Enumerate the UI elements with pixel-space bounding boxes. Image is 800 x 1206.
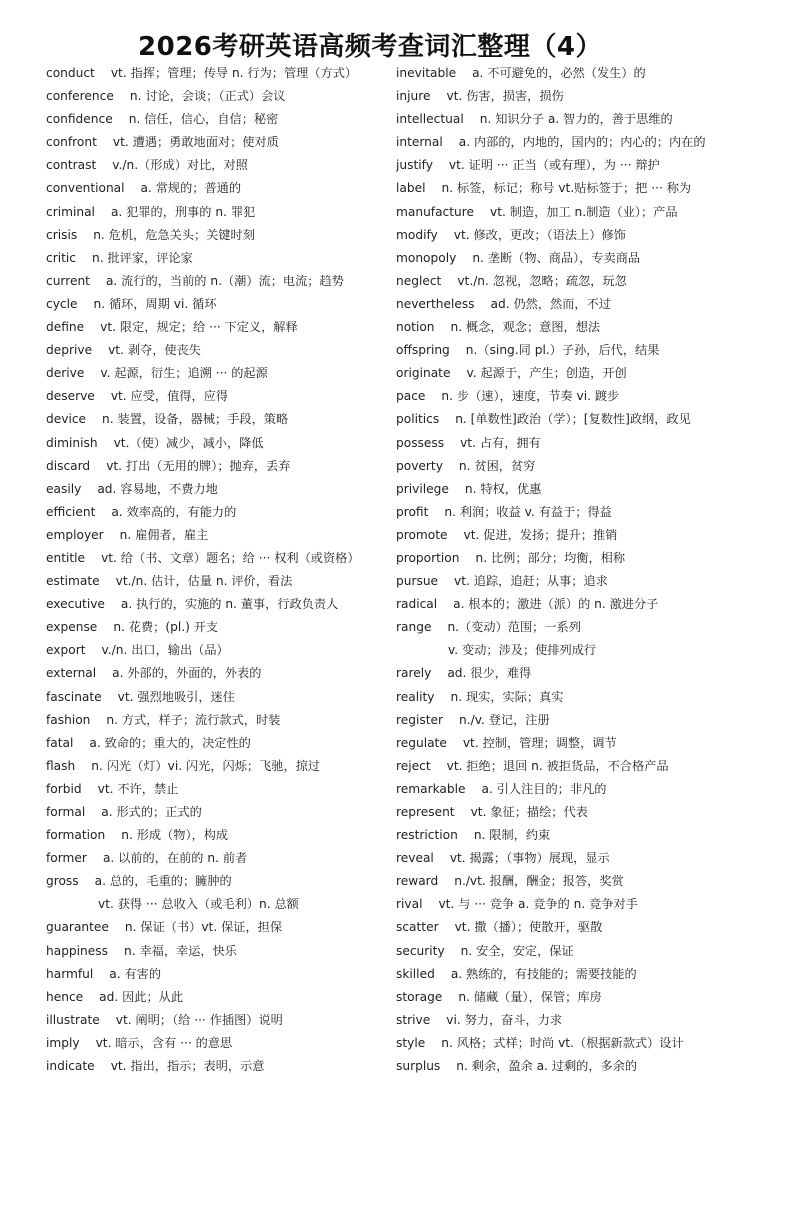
vocab-entry (396, 339, 786, 362)
vocab-definition: vt. 给（书、文章）题名；给 ··· 权利（或资格） (101, 550, 360, 565)
vocab-entry (396, 1055, 786, 1078)
vocab-definition: v./n. 出口，输出（品） (101, 643, 229, 658)
vocab-entry (46, 385, 388, 408)
vocab-entry (46, 62, 388, 85)
vocab-definition: vt. 伤害，损害，损伤 (446, 89, 564, 104)
vocab-entry (396, 847, 786, 870)
vocab-definition: vt. 修改，更改；（语法上）修饰 (453, 227, 626, 242)
vocab-entry (46, 940, 388, 963)
vocab-entry (46, 593, 388, 616)
vocab-word: rarely (396, 666, 432, 681)
vocab-definition: a. 根本的；激进（派）的 n. 激进分子 (453, 597, 659, 612)
vocab-entry (396, 247, 786, 270)
vocab-definition: n. 限制，约束 (473, 828, 551, 843)
vocab-entry (46, 478, 388, 501)
vocab-entry (46, 85, 388, 108)
vocab-word: fatal (46, 735, 74, 750)
vocab-definition: vt. 应受，值得，应得 (110, 389, 229, 404)
vocab-definition: v. 变动；涉及；使排列成行 (448, 643, 597, 658)
vocab-definition: n. 比例；部分；均衡，相称 (475, 550, 626, 565)
vocab-word: nevertheless (396, 296, 475, 311)
vocab-definition: n. 危机，危急关头；关键时刻 (93, 227, 255, 242)
vocab-entry (396, 824, 786, 847)
vocab-word: current (46, 273, 90, 288)
vocab-entry (396, 593, 786, 616)
vocab-definition: a. 以前的，在前的 n. 前者 (102, 851, 248, 866)
vocab-definition: n. 贫困，贫穷 (458, 458, 536, 473)
vocab-definition: v./n.（形成）对比，对照 (112, 158, 248, 173)
vocab-definition: n. 知识分子 a. 智力的，善于思维的 (479, 112, 673, 127)
vocab-word: reveal (396, 851, 434, 866)
vocab-entry (46, 1009, 388, 1032)
vocab-word: guarantee (46, 920, 109, 935)
vocab-definition: vt. 剥夺，使丧失 (108, 343, 201, 358)
vocab-word: regulate (396, 735, 447, 750)
vocab-word: pursue (396, 574, 439, 589)
vocab-word: define (46, 320, 85, 335)
vocab-definition: vt. 揭露；（事物）展现，显示 (449, 851, 610, 866)
vocab-definition: vt. 限定，规定；给 ··· 下定义，解释 (100, 320, 298, 335)
vocab-entry (46, 339, 388, 362)
vocab-word: originate (396, 366, 451, 381)
vocab-definition: a. 有害的 (109, 966, 162, 981)
vocab-entry (396, 940, 786, 963)
vocab-word: indicate (46, 1059, 95, 1074)
vocab-definition: n. 特权，优惠 (464, 481, 542, 496)
vocab-definition: n. 标签，标记；称号 vt.贴标签于；把 ··· 称为 (441, 181, 692, 196)
vocab-word: hence (46, 989, 84, 1004)
vocab-word: employer (46, 527, 104, 542)
vocab-word: style (396, 1035, 426, 1050)
vocab-word: conference (46, 89, 114, 104)
vocab-word: poverty (396, 458, 443, 473)
vocab-word: intellectual (396, 112, 464, 127)
vocab-definition: vt. 阐明；（给 ··· 作插图）说明 (115, 1012, 283, 1027)
vocab-word: offspring (396, 343, 450, 358)
vocab-word: discard (46, 458, 91, 473)
vocab-entry (46, 177, 388, 200)
vocab-definition: n. 利润；收益 v. 有益于；得益 (444, 504, 612, 519)
vocab-entry (396, 916, 786, 939)
page-title: 2026考研英语高频考查词汇整理（4） (138, 32, 602, 62)
vocab-entry (46, 224, 388, 247)
vocab-word: formation (46, 828, 106, 843)
vocab-definition: vt. 拒绝；退回 n. 被拒货品，不合格产品 (446, 758, 669, 773)
vocab-entry (396, 62, 786, 85)
vocab-definition: a. 引人注目的；非凡的 (481, 781, 607, 796)
vocab-word: pace (396, 389, 426, 404)
vocab-word: efficient (46, 504, 96, 519)
vocab-word: contrast (46, 158, 97, 173)
vocab-definition: n. 剩余，盈余 a. 过剩的，多余的 (456, 1059, 638, 1074)
vocab-entry (46, 686, 388, 709)
vocab-word: reward (396, 874, 439, 889)
vocab-entry (396, 662, 786, 685)
vocab-entry (396, 478, 786, 501)
vocab-word: proportion (396, 550, 460, 565)
vocab-entry (46, 824, 388, 847)
vocab-word: entitle (46, 550, 86, 565)
vocab-entry (46, 201, 388, 224)
vocab-entry (396, 801, 786, 824)
vocab-definition: n. 循环，周期 vi. 循环 (93, 296, 217, 311)
vocab-definition: vt. 获得 ··· 总收入（或毛利）n. 总额 (98, 897, 299, 912)
vocab-entry (46, 778, 388, 801)
vocab-definition: n. 方式，样子；流行款式，时装 (106, 712, 281, 727)
vocab-word: inevitable (396, 66, 457, 80)
vocab-definition: vt. 遭遇；勇敢地面对；使对质 (112, 135, 279, 150)
vocab-entry (46, 893, 388, 916)
vocab-definition: vt. 象征；描绘；代表 (470, 805, 588, 819)
vocab-word: export (46, 643, 86, 658)
left-word-column (46, 62, 388, 1078)
vocab-word: politics (396, 412, 440, 427)
vocab-word: harmful (46, 966, 94, 981)
vocab-definition: vt. 制造，加工 n.制造（业）；产品 (490, 204, 678, 219)
vocab-entry (46, 455, 388, 478)
vocab-definition: n. 保证（书）vt. 保证，担保 (124, 920, 283, 935)
vocab-word: deprive (46, 343, 93, 358)
vocab-definition: vt. 指出，指示；表明，示意 (110, 1059, 265, 1074)
vocab-entry (396, 108, 786, 131)
vocab-entry (396, 893, 786, 916)
vocab-entry (46, 570, 388, 593)
vocab-entry (396, 85, 786, 108)
vocab-word: rival (396, 897, 423, 912)
vocab-word: external (46, 666, 97, 681)
vocab-definition: n. 信任，信心，自信；秘密 (128, 112, 279, 127)
vocab-word: register (396, 712, 444, 727)
vocab-entry (396, 270, 786, 293)
vocab-entry (46, 732, 388, 755)
vocab-entry (396, 408, 786, 431)
vocab-entry (46, 131, 388, 154)
vocab-word: restriction (396, 828, 458, 843)
vocab-definition: vt. 证明 ··· 正当（或有理），为 ··· 辩护 (448, 158, 660, 173)
vocab-word: gross (46, 874, 79, 889)
vocab-definition: vt. 控制，管理；调整，调节 (462, 735, 617, 750)
vocab-word: formal (46, 805, 86, 819)
vocab-entry (396, 455, 786, 478)
vocab-word: cycle (46, 296, 78, 311)
vocab-definition: n. 幸福，幸运，快乐 (123, 943, 237, 958)
vocab-entry (396, 986, 786, 1009)
vocab-entry (46, 616, 388, 639)
vocab-definition: a. 熟练的，有技能的；需要技能的 (450, 966, 637, 981)
vocab-word: flash (46, 758, 76, 773)
vocab-word: conventional (46, 181, 125, 196)
vocab-word: imply (46, 1035, 80, 1050)
vocab-word: internal (396, 135, 443, 150)
vocab-entry (46, 316, 388, 339)
vocab-word: critic (46, 250, 76, 265)
vocab-definition: n. 雇佣者，雇主 (119, 527, 209, 542)
vocab-definition: ad. 很少，难得 (447, 666, 532, 681)
vocab-definition: n. 概念，观念；意图，想法 (450, 320, 601, 335)
vocab-definition: vt./n. 估计，估量 n. 评价，看法 (115, 574, 293, 589)
vocab-word: profit (396, 504, 429, 519)
vocab-definition: ad. 仍然，然而，不过 (490, 296, 611, 311)
vocab-definition: n. 步（速），速度，节奏 vi. 踱步 (441, 389, 620, 404)
vocab-word: forbid (46, 781, 82, 796)
vocab-entry (46, 662, 388, 685)
vocab-entry (46, 986, 388, 1009)
vocab-definition: v. 起源于，产生；创造，开创 (466, 366, 627, 381)
vocab-entry (46, 293, 388, 316)
vocab-entry (396, 732, 786, 755)
vocab-entry (46, 847, 388, 870)
vocab-definition: a. 形式的；正式的 (101, 805, 202, 819)
vocab-entry (46, 154, 388, 177)
vocab-definition: n. 讨论，会谈；（正式）会议 (129, 89, 286, 104)
vocab-entry (46, 547, 388, 570)
vocab-entry (396, 316, 786, 339)
vocab-entry (396, 224, 786, 247)
vocab-word: easily (46, 481, 82, 496)
vocab-entry (46, 1055, 388, 1078)
vocab-word: skilled (396, 966, 435, 981)
vocab-word: scatter (396, 920, 439, 935)
vocab-entry (396, 686, 786, 709)
vocab-definition: a. 犯罪的，刑事的 n. 罪犯 (110, 204, 256, 219)
vocab-definition: n. 闪光（灯）vi. 闪光，闪烁；飞驰，掠过 (91, 758, 321, 773)
vocab-definition: a. 内部的，内地的，国内的；内心的；内在的 (458, 135, 706, 150)
vocab-word: deserve (46, 389, 95, 404)
vocab-definition: a. 不可避免的，必然（发生）的 (472, 66, 646, 80)
vocab-word: confidence (46, 112, 113, 127)
vocab-word: range (396, 620, 432, 635)
right-word-column (396, 62, 786, 1078)
vocab-entry (46, 755, 388, 778)
vocab-word: security (396, 943, 445, 958)
vocab-word: modify (396, 227, 438, 242)
vocab-word: happiness (46, 943, 108, 958)
vocab-definition: vt. 撒（播）；使散开，驱散 (454, 920, 603, 935)
vocab-word: conduct (46, 66, 95, 80)
vocab-definition: vt. 促进，发扬；提升；推销 (463, 527, 618, 542)
vocab-definition: vt. 暗示，含有 ··· 的意思 (95, 1035, 233, 1050)
vocab-word: promote (396, 527, 448, 542)
vocab-definition: vt. 打出（无用的牌）；抛弃，丢弃 (106, 458, 291, 473)
vocab-word: reality (396, 689, 435, 704)
vocab-definition: a. 外部的，外面的，外表的 (112, 666, 262, 681)
vocab-entry (46, 108, 388, 131)
vocab-word: former (46, 851, 87, 866)
vocab-definition: ad. 容易地，不费力地 (97, 481, 218, 496)
vocab-entry (396, 1009, 786, 1032)
vocab-entry (396, 1032, 786, 1055)
vocab-word: strive (396, 1012, 431, 1027)
vocab-entry (46, 408, 388, 431)
vocab-entry (46, 501, 388, 524)
vocab-word: monopoly (396, 250, 457, 265)
vocab-definition: vt. 与 ··· 竞争 a. 竞争的 n. 竞争对手 (438, 897, 638, 912)
vocab-word: reject (396, 758, 431, 773)
vocab-definition: n.（变动）范围；一系列 (447, 620, 581, 635)
vocab-entry (46, 709, 388, 732)
vocab-word: executive (46, 597, 105, 612)
vocab-definition: vt. 不许，禁止 (97, 781, 179, 796)
vocab-definition: a. 效率高的，有能力的 (111, 504, 237, 519)
vocab-definition: a. 总的，毛重的；臃肿的 (94, 874, 232, 889)
vocab-entry (396, 432, 786, 455)
vocab-entry (396, 870, 786, 893)
vocab-word: radical (396, 597, 438, 612)
vocab-entry (396, 131, 786, 154)
vocab-entry (46, 963, 388, 986)
vocab-definition: vt. 强烈地吸引，迷住 (117, 689, 235, 704)
vocab-entry (396, 639, 786, 662)
vocab-entry (396, 547, 786, 570)
vocab-definition: a. 致命的；重大的，决定性的 (89, 735, 251, 750)
vocab-definition: vi. 努力，奋斗，力求 (446, 1012, 563, 1027)
vocab-word: derive (46, 366, 85, 381)
vocab-definition: a. 流行的，当前的 n.（潮）流；电流；趋势 (105, 273, 344, 288)
vocab-entry (396, 501, 786, 524)
vocab-definition: n. [单数性]政治（学）；[复数性]政纲，政见 (455, 412, 691, 427)
vocab-entry (396, 201, 786, 224)
vocab-definition: v. 起源，衍生；追溯 ··· 的起源 (100, 366, 268, 381)
vocab-definition: vt./n. 忽视，忽略；疏忽，玩忽 (457, 273, 627, 288)
vocab-word: diminish (46, 435, 98, 450)
vocab-word: justify (396, 158, 433, 173)
vocab-entry (396, 778, 786, 801)
vocab-definition: n.（sing.同 pl.）子孙，后代，结果 (465, 343, 660, 358)
vocab-entry (46, 870, 388, 893)
vocab-definition: a. 常规的；普通的 (140, 181, 242, 196)
vocab-definition: n./v. 登记，注册 (459, 712, 550, 727)
vocab-word: neglect (396, 273, 442, 288)
vocab-definition: n. 风格；式样；时尚 vt.（根据新款式）设计 (441, 1035, 684, 1050)
vocab-entry (396, 362, 786, 385)
vocab-word: confront (46, 135, 97, 150)
vocab-word: privilege (396, 481, 449, 496)
vocab-word: surplus (396, 1059, 441, 1074)
vocab-entry (46, 916, 388, 939)
vocab-word: fashion (46, 712, 91, 727)
vocab-definition: n. 现实，实际；真实 (450, 689, 564, 704)
vocab-entry (396, 570, 786, 593)
vocab-definition: n./vt. 报酬，酬金；报答，奖赏 (454, 874, 624, 889)
vocab-word: storage (396, 989, 443, 1004)
vocab-entry (46, 247, 388, 270)
vocab-word: label (396, 181, 426, 196)
vocab-entry (396, 154, 786, 177)
vocab-entry (46, 270, 388, 293)
vocab-word: remarkable (396, 781, 466, 796)
vocab-definition: vt.（使）减少，减小，降低 (113, 435, 264, 450)
vocab-entry (46, 432, 388, 455)
vocab-word: manufacture (396, 204, 474, 219)
vocab-word: possess (396, 435, 445, 450)
vocab-definition: n. 形成（物），构成 (121, 828, 229, 843)
vocab-definition: n. 安全，安定，保证 (460, 943, 574, 958)
vocab-entry (396, 385, 786, 408)
vocab-word: fascinate (46, 689, 102, 704)
vocab-word: notion (396, 320, 435, 335)
vocab-word: crisis (46, 227, 78, 242)
vocab-entry (396, 709, 786, 732)
vocab-definition: a. 执行的，实施的 n. 董事，行政负责人 (120, 597, 339, 612)
vocab-word: injure (396, 89, 431, 104)
vocab-entry (396, 755, 786, 778)
vocab-word: criminal (46, 204, 95, 219)
vocab-entry (46, 524, 388, 547)
vocab-entry (46, 801, 388, 824)
vocab-word: illustrate (46, 1012, 100, 1027)
vocab-entry (396, 177, 786, 200)
vocab-definition: n. 储藏（量），保管；库房 (458, 989, 602, 1004)
vocab-word: represent (396, 805, 455, 819)
vocab-entry (46, 639, 388, 662)
vocab-entry (46, 362, 388, 385)
vocab-entry (396, 963, 786, 986)
vocab-definition: ad. 因此；从此 (99, 989, 184, 1004)
vocab-definition: vt. 指挥；管理；传导 n. 行为；管理（方式） (110, 66, 358, 80)
vocab-word: device (46, 412, 87, 427)
vocab-entry (396, 524, 786, 547)
vocab-entry (396, 616, 786, 639)
vocab-definition: vt. 追踪，追赶；从事；追求 (454, 574, 608, 589)
vocab-entry (46, 1032, 388, 1055)
vocab-definition: n. 批评家，评论家 (91, 250, 193, 265)
vocab-definition: vt. 占有，拥有 (460, 435, 541, 450)
vocab-definition: n. 垄断（物、商品），专卖商品 (472, 250, 641, 265)
vocab-definition: n. 装置，设备，器械；手段，策略 (102, 412, 289, 427)
vocab-entry (396, 293, 786, 316)
vocab-word: estimate (46, 574, 100, 589)
vocab-word: expense (46, 620, 98, 635)
vocab-definition: n. 花费；(pl.) 开支 (113, 620, 219, 635)
